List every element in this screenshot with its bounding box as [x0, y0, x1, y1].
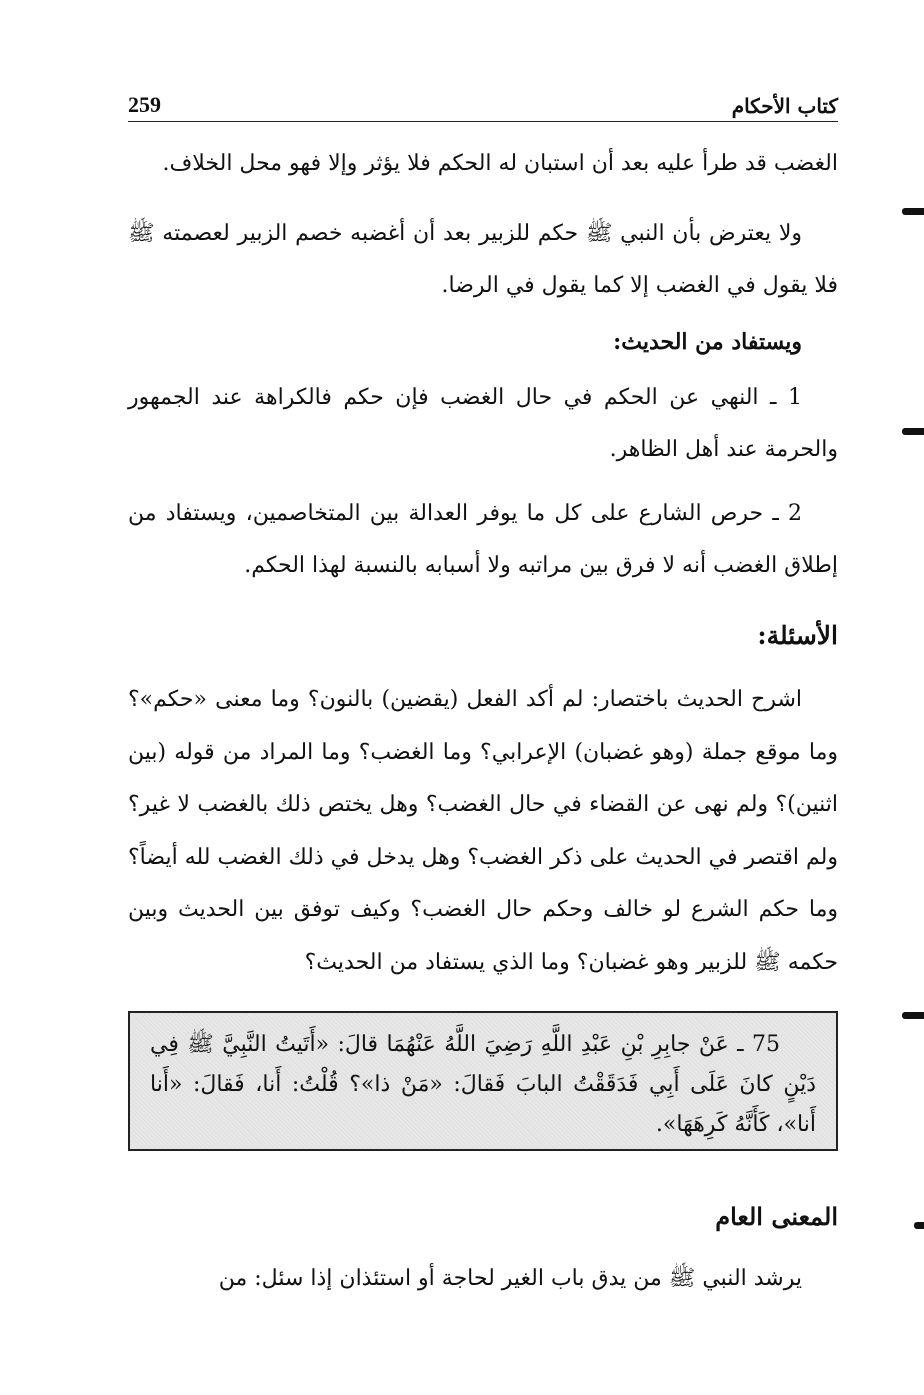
page-edge-mark — [914, 1222, 924, 1229]
page-edge-mark — [902, 428, 924, 435]
questions-heading: الأسئلة: — [757, 621, 838, 650]
paragraph-zubair-objection: ولا يعترض بأن النبي ﷺ حكم للزبير بعد أن أغضبه خصم الزبير لعصمته ﷺ فلا يقول في الغضب إلا كما يقول في الرضا. — [128, 221, 838, 298]
hadith-box — [128, 1011, 838, 1151]
benefit-item-2: 2 ـ حرص الشارع على كل ما يوفر العدالة بين المتخاصمين، ويستفاد من إطلاق الغضب أنه لا فرق بين مراتبه ولا أسبابه بالنسبة لهذا الحكم. — [128, 501, 838, 578]
book-page — [128, 88, 838, 1388]
page-edge-mark — [902, 1012, 924, 1019]
questions-text: اشرح الحديث باختصار: لم أكد الفعل (يقضين) بالنون؟ وما معنى «حكم»؟ وما موقع جملة (وهو غضبان) الإعرابي؟ وما الغضب؟ وما المراد من قوله (بين اثنين)؟ ولم نهى عن القضاء في حال الغضب؟ وهل يختص ذلك بالغضب لا غير؟ ولم اقتصر في الحديث على ذكر الغضب؟ وهل يدخل في ذلك الغضب لله أيضاً؟ وما حكم الشرع لو خالف وحكم حال الغضب؟ وكيف توفق بين الحديث وبين حكمه ﷺ للزبير وهو غضبان؟ وما الذي يستفاد من الحديث؟ — [128, 687, 838, 975]
book-title: كتاب الأحكام — [731, 94, 838, 118]
benefit-item-1: 1 ـ النهي عن الحكم في حال الغضب فإن حكم فالكراهة عند الجمهور والحرمة عند أهل الظاهر. — [128, 385, 838, 462]
running-header — [128, 88, 838, 122]
page-number: 259 — [128, 92, 161, 117]
hadith-text: 75 ـ عَنْ جابِرِ بْنِ عَبْدِ اللَّهِ رَضِيَ اللَّهُ عَنْهُمَا قالَ: «أَتَيتُ النَّبِيَّ ﷺ فِي دَيْنٍ كانَ عَلَى أَبِي فَدَقَقْتُ البابَ فَقالَ: «مَنْ ذا»؟ قُلْتُ: أَنا، فَقالَ: «أَنا أَنا»، كَأَنَّهُ كَرِهَهَا». — [150, 1032, 816, 1137]
general-meaning-text: يرشد النبي ﷺ من يدق باب الغير لحاجة أو استئذان إذا سئل: من — [218, 1266, 802, 1291]
paragraph-anger-ruling: الغضب قد طرأ عليه بعد أن استبان له الحكم فلا يؤثر وإلا فهو محل الخلاف. — [162, 151, 838, 176]
general-meaning-heading: المعنى العام — [715, 1202, 838, 1231]
page-edge-mark — [902, 208, 924, 215]
benefits-heading: ويستفاد من الحديث: — [613, 329, 802, 355]
